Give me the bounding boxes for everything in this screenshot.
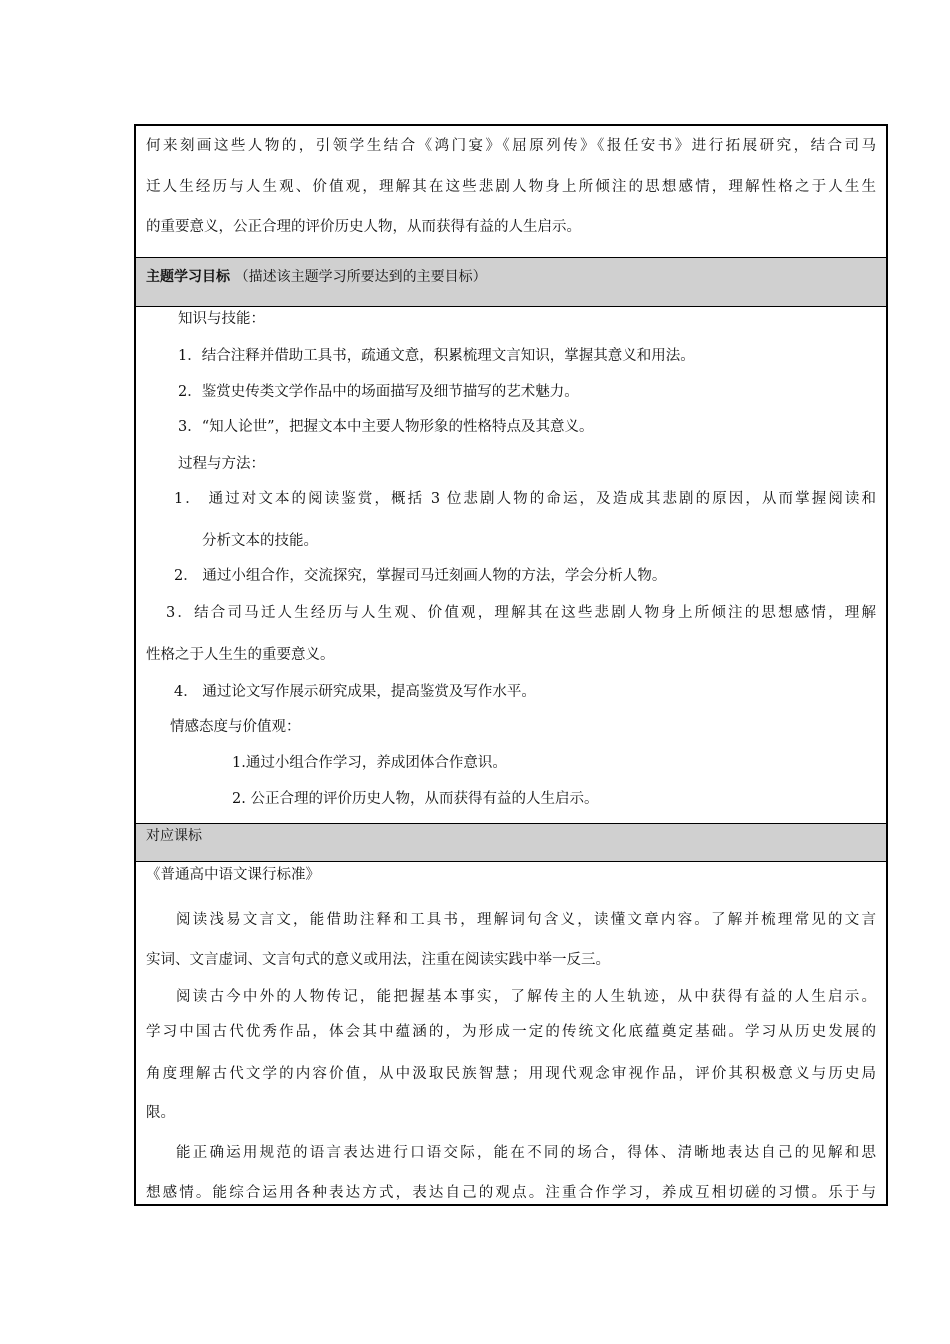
goals-header-row	[136, 257, 886, 306]
standards-line: 能正确运用规范的语言表达进行口语交际，能在不同的场合，得体、清晰地表达自己的见解和思	[176, 1145, 876, 1161]
knowledge-item: 1．结合注释并借助工具书，疏通文意，积累梳理文言知识，掌握其意义和用法。	[178, 348, 695, 364]
process-item: 4． 通过论文写作展示研究成果，提高鉴赏及写作水平。	[174, 684, 536, 700]
knowledge-item: 3．“知人论世”，把握文本中主要人物形象的性格特点及其意义。	[178, 419, 594, 435]
goals-header	[146, 268, 487, 286]
process-item: 分析文本的技能。	[202, 533, 318, 549]
goals-content	[136, 306, 886, 823]
standards-header: 对应课标	[146, 828, 202, 844]
standards-line: 阅读浅易文言文，能借助注释和工具书，理解词句含义，读懂文章内容。了解并梳理常见的文言	[176, 912, 876, 928]
standards-header-row	[136, 823, 886, 861]
process-item: 2． 通过小组合作，交流探究，掌握司马迁刻画人物的方法，学会分析人物。	[174, 568, 667, 584]
goals-header-title: 主题学习目标	[146, 269, 230, 285]
standards-line: 阅读古今中外的人物传记，能把握基本事实，了解传主的人生轨迹，从中获得有益的人生启示。	[176, 989, 876, 1005]
lesson-plan-table	[134, 124, 888, 1206]
intro-line: 的重要意义，公正合理的评价历史人物，从而获得有益的人生启示。	[146, 219, 581, 235]
standards-content	[136, 861, 886, 1208]
intro-line: 迁人生经历与人生观、价值观，理解其在这些悲剧人物身上所倾注的思想感情，理解性格之于人生生	[146, 179, 876, 195]
standards-line: 角度理解古代文学的内容价值，从中汲取民族智慧；用现代观念审视作品，评价其积极意义与历史局	[146, 1066, 876, 1082]
standards-line: 限。	[146, 1105, 175, 1121]
process-title: 过程与方法：	[178, 456, 265, 472]
process-item: 3．结合司马迁人生经历与人生观、价值观，理解其在这些悲剧人物身上所倾注的思想感情，理解	[166, 605, 876, 621]
knowledge-title: 知识与技能：	[178, 311, 265, 327]
intro-line: 何来刻画这些人物的，引领学生结合《鸿门宴》《屈原列传》《报任安书》进行拓展研究，结合司马	[146, 138, 876, 154]
standards-line: 实词、文言虚词、文言句式的意义或用法，注重在阅读实践中举一反三。	[146, 952, 610, 968]
standards-title: 《普通高中语文课行标准》	[146, 867, 320, 883]
intro-section	[136, 126, 886, 257]
standards-line: 想感情。能综合运用各种表达方式，表达自己的观点。注重合作学习，养成互相切磋的习惯。乐于与	[146, 1185, 876, 1201]
emotion-item: 2. 公正合理的评价历史人物，从而获得有益的人生启示。	[232, 791, 599, 807]
standards-line: 学习中国古代优秀作品，体会其中蕴涵的，为形成一定的传统文化底蕴奠定基础。学习从历史发展的	[146, 1024, 876, 1040]
emotion-item: 1.通过小组合作学习，养成团体合作意识。	[232, 755, 507, 771]
goals-header-desc: （描述该主题学习所要达到的主要目标）	[234, 269, 487, 285]
emotion-title: 情感态度与价值观：	[170, 719, 301, 735]
process-item: 性格之于人生生的重要意义。	[146, 647, 335, 663]
knowledge-item: 2．鉴赏史传类文学作品中的场面描写及细节描写的艺术魅力。	[178, 384, 579, 400]
process-item: 1． 通过对文本的阅读鉴赏，概括 3 位悲剧人物的命运，及造成其悲剧的原因，从而掌握阅读和	[174, 491, 876, 507]
